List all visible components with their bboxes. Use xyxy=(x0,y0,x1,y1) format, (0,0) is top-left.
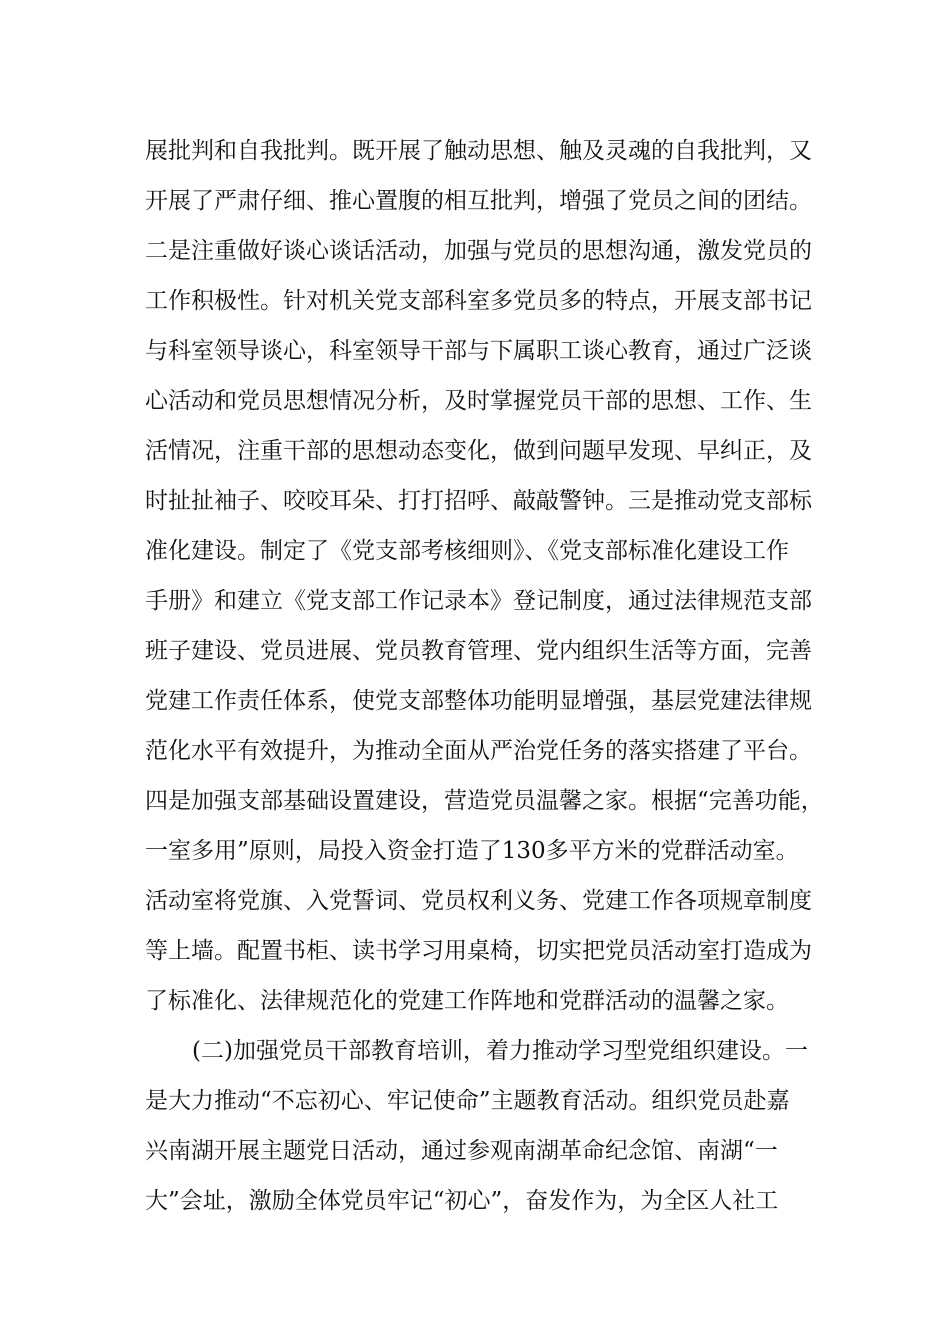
text-line: 一室多用”原则，局投入资金打造了130多平方米的党群活动室。 xyxy=(145,838,799,864)
text-line: 是大力推动“不忘初心、牢记使命”主题教育活动。组织党员赴嘉 xyxy=(145,1088,790,1114)
text-line: 兴南湖开展主题党日活动，通过参观南湖革命纪念馆、南湖“一 xyxy=(145,1138,778,1164)
text-line: 心活动和党员思想情况分析，及时掌握党员干部的思想、工作、生 xyxy=(145,388,812,414)
text-line: 准化建设。制定了《党支部考核细则》、《党支部标准化建设工作 xyxy=(145,538,789,564)
text-line: 活动室将党旗、入党誓词、党员权利义务、党建工作各项规章制度 xyxy=(145,888,812,914)
text-line: 活情况，注重干部的思想动态变化，做到问题早发现、早纠正，及 xyxy=(145,438,812,464)
text-line: 展批判和自我批判。既开展了触动思想、触及灵魂的自我批判，又 xyxy=(145,138,812,164)
text-line: 党建工作责任体系，使党支部整体功能明显增强，基层党建法律规 xyxy=(145,688,812,714)
text-line: 工作积极性。针对机关党支部科室多党员多的特点，开展支部书记 xyxy=(145,288,812,314)
text-line: 范化水平有效提升，为推动全面从严治党任务的落实搭建了平台。 xyxy=(145,738,812,764)
text-line: 时扯扯袖子、咬咬耳朵、打打招呼、敲敲警钟。三是推动党支部标 xyxy=(145,488,812,514)
text-line: 了标准化、法律规范化的党建工作阵地和党群活动的温馨之家。 xyxy=(145,988,789,1014)
text-line: 手册》和建立《党支部工作记录本》登记制度，通过法律规范支部 xyxy=(145,588,812,614)
text-line: 班子建设、党员进展、党员教育管理、党内组织生活等方面，完善 xyxy=(145,638,812,664)
paragraph-first-line: (二)加强党员干部教育培训，着力推动学习型党组织建设。一 xyxy=(192,1038,808,1064)
text-line: 开展了严肃仔细、推心置腹的相互批判，增强了党员之间的团结。 xyxy=(145,188,812,214)
text-line: 二是注重做好谈心谈话活动，加强与党员的思想沟通，激发党员的 xyxy=(145,238,812,264)
text-line: 与科室领导谈心，科室领导干部与下属职工谈心教育，通过广泛谈 xyxy=(145,338,812,364)
text-line: 四是加强支部基础设置建设，营造党员温馨之家。根据“完善功能， xyxy=(145,788,824,814)
text-line: 等上墙。配置书柜、读书学习用桌椅，切实把党员活动室打造成为 xyxy=(145,938,812,964)
text-line: 大”会址，激励全体党员牢记“初心”，奋发作为，为全区人社工 xyxy=(145,1188,779,1214)
